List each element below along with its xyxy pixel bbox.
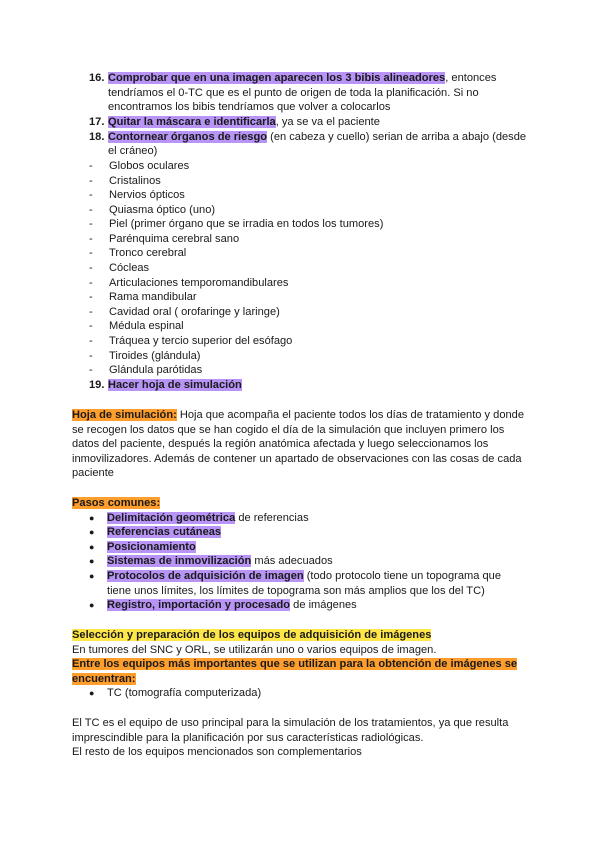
pasos-item-5-cont: tiene unos límites, los límites de topograma son más amplios que los del TC)	[107, 585, 485, 597]
step-17-highlight: Quitar la máscara e identificarla	[108, 116, 276, 128]
hoja-paragraph-line-1: Hoja de simulación: Hoja que acompaña el paciente todos los días de tratamiento y donde	[72, 409, 525, 421]
step-17	[89, 115, 380, 130]
list-item: - Rama mandibular	[89, 291, 197, 303]
final-line-2: imprescindible para la planificación por sus características radiológicas.	[72, 732, 424, 744]
bullet-icon: ●	[89, 513, 95, 523]
bullet-icon: ●	[89, 527, 95, 537]
step-number: 19.	[89, 379, 105, 391]
list-item: - Glándula parótidas	[89, 364, 203, 376]
step-16	[89, 71, 496, 86]
step-16-cont-1: tendríamos el 0-TC que es el punto de origen de toda la planificación. Si no	[108, 87, 479, 99]
step-18-text: (en cabeza y cuello) serian de arriba a abajo (desde	[267, 131, 527, 143]
seleccion-title: Selección y preparación de los equipos de adquisición de imágenes	[72, 629, 432, 641]
list-item: - Articulaciones temporomandibulares	[89, 277, 289, 289]
step-19	[89, 378, 242, 393]
hoja-paragraph-line-4: inmovilizadores. Además de contener un apartado de observaciones con las cosas de cada	[72, 453, 522, 465]
pasos-item-5: ● Protocolos de adquisición de imagen (todo protocolo tiene un topograma que	[89, 570, 501, 582]
step-17-text: , ya se va el paciente	[275, 116, 380, 128]
pasos-item-6: ● Registro, importación y procesado de imágenes	[89, 599, 357, 611]
hoja-paragraph-line-5: paciente	[72, 467, 114, 479]
step-19-highlight: Hacer hoja de simulación	[108, 379, 242, 391]
step-number: 17.	[89, 116, 105, 128]
list-item: - Quiasma óptico (uno)	[89, 204, 216, 216]
seleccion-highlight-1: Entre los equipos más importantes que se utilizan para la obtención de imágenes se	[72, 658, 518, 670]
step-number: 16.	[89, 72, 105, 84]
bullet-icon: ●	[89, 571, 95, 581]
list-item: - Cócleas	[89, 262, 150, 274]
list-item: - Nervios ópticos	[89, 189, 185, 201]
pasos-title: Pasos comunes:	[72, 497, 161, 509]
pasos-item-3: ● Posicionamiento	[89, 541, 196, 553]
bullet-icon: ●	[89, 556, 95, 566]
step-number: 18.	[89, 131, 105, 143]
list-item: - Cavidad oral ( orofaringe y laringe)	[89, 306, 280, 318]
list-item: - Médula espinal	[89, 320, 184, 332]
step-18-highlight: Contornear órganos de riesgo	[108, 131, 268, 143]
final-line-1: El TC es el equipo de uso principal para la simulación de los tratamientos, ya que resulta	[72, 717, 509, 729]
step-16-cont-2: encontramos los bibis tendríamos que volver a colocarlos	[108, 101, 391, 113]
final-line-3: El resto de los equipos mencionados son complementarios	[72, 746, 362, 758]
hoja-paragraph-line-2: se recogen los datos que se han cogido el día de la simulación que incluyen primero los	[72, 424, 505, 436]
list-item: - Tronco cerebral	[89, 247, 187, 259]
step-16-text: , entonces	[445, 72, 497, 84]
step-16-highlight: Comprobar que en una imagen aparecen los 3 bibis alineadores	[108, 72, 446, 84]
list-item: - Tiroides (glándula)	[89, 350, 201, 362]
bullet-icon: ●	[89, 542, 95, 552]
pasos-item-2: ● Referencias cutáneas	[89, 526, 222, 538]
seleccion-item: ● TC (tomografía computerizada)	[89, 687, 262, 699]
list-item: - Parénquima cerebral sano	[89, 233, 240, 245]
bullet-icon: ●	[89, 688, 95, 698]
pasos-item-1: ● Delimitación geométrica de referencias	[89, 512, 309, 524]
step-18	[89, 130, 526, 145]
step-18-cont: el cráneo)	[108, 145, 158, 157]
list-item: - Tráquea y tercio superior del esófago	[89, 335, 293, 347]
list-item: - Globos oculares	[89, 160, 190, 172]
pasos-item-4: ● Sistemas de inmovilización más adecuados	[89, 555, 333, 567]
hoja-label: Hoja de simulación:	[72, 409, 177, 421]
list-item: - Cristalinos	[89, 175, 161, 187]
bullet-icon: ●	[89, 600, 95, 610]
seleccion-line-1: En tumores del SNC y ORL, se utilizarán uno o varios equipos de imagen.	[72, 644, 437, 656]
list-item: - Piel (primer órgano que se irradia en todos los tumores)	[89, 218, 384, 230]
seleccion-highlight-2: encuentran:	[72, 673, 136, 685]
hoja-paragraph-line-3: datos del paciente, después la región anatómica afectada y luego seleccionamos los	[72, 438, 489, 450]
